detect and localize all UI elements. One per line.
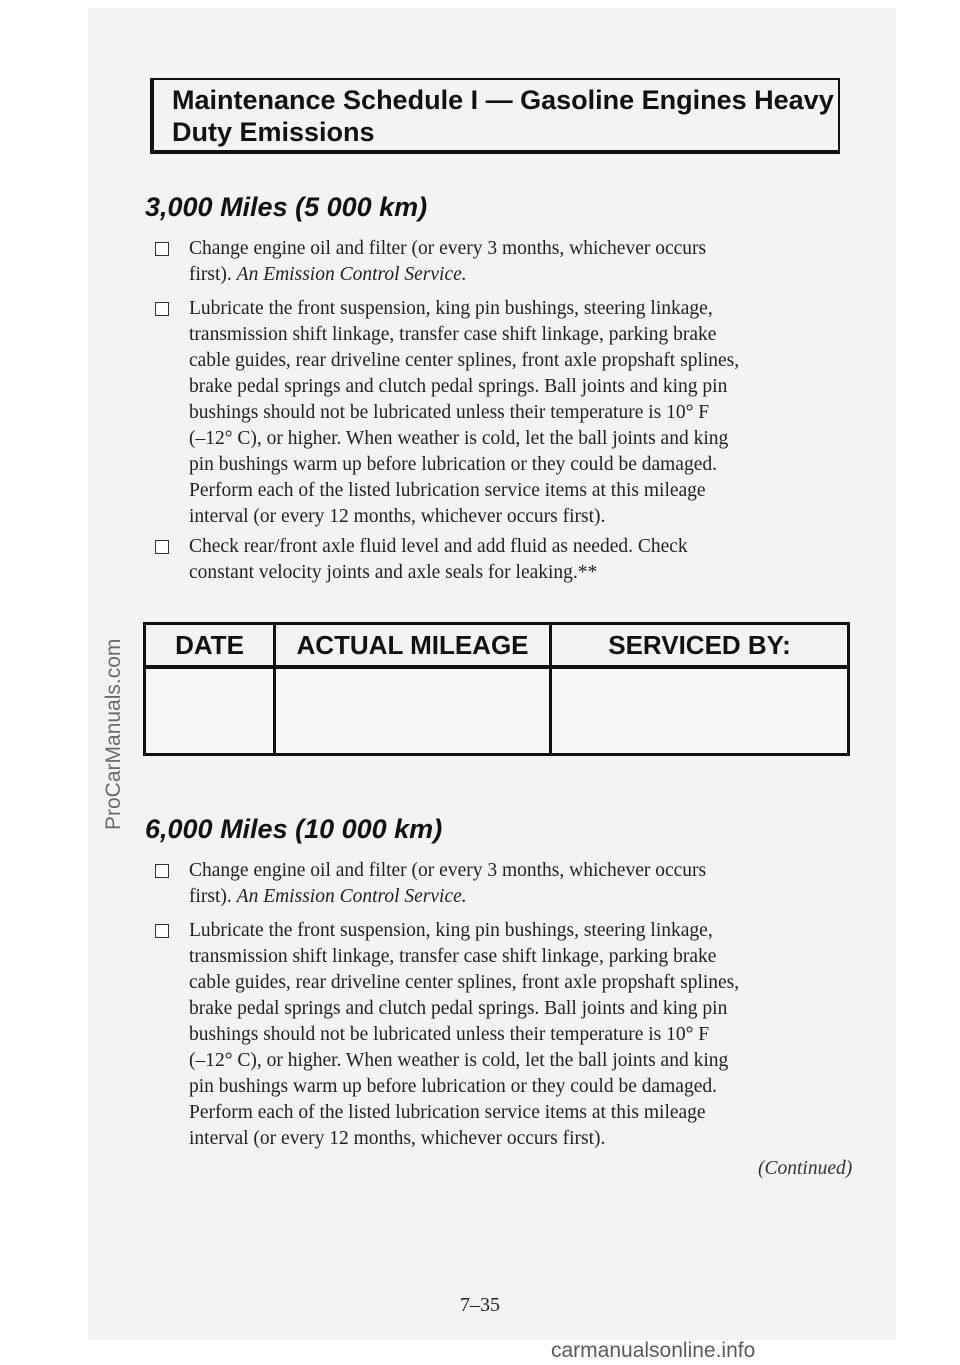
footer-watermark: carmanualsonline.info (551, 1339, 756, 1362)
header-actual-mileage: ACTUAL MILEAGE (275, 624, 551, 668)
page-title (172, 84, 842, 148)
item-text: Check rear/front axle fluid level and add fluid as needed. Check constant velocity joints and axle seals for leaking.** (189, 536, 688, 583)
mileage-cell[interactable] (275, 667, 551, 755)
table-header-row (145, 624, 849, 668)
date-cell[interactable] (145, 667, 275, 755)
item-text: Change engine oil and filter (or every 3 months, whichever occurs first). An Emission Control Service. (189, 860, 707, 907)
section-heading-6000: 6,000 Miles (10 000 km) (145, 814, 443, 844)
checklist-item-lubricate-6000 (155, 918, 855, 1152)
page-number: 7–35 (460, 1294, 500, 1316)
checkbox-icon[interactable] (155, 864, 169, 878)
checkbox-icon[interactable] (155, 302, 169, 316)
section-heading-3000: 3,000 Miles (5 000 km) (145, 192, 428, 222)
checklist-item-axle-3000 (155, 534, 855, 586)
header-serviced-by: SERVICED BY: (551, 624, 849, 668)
continued-note: (Continued) (758, 1158, 853, 1179)
item-text: Lubricate the front suspension, king pin bushings, steering linkage, transmission shift linkage, transfer case shift linkage, parking brake cable guides, rear driveline center splines, front axle propshaft splines, brake pedal springs and clutch pedal springs. Ball joints and king pin bushings should not be lubricated unless their temperature is 10° F (–12° C), or higher. When weather is cold, let the ball joints and king pin bushings warm up before lubrication or they could be damaged. Perform each of the listed lubrication service items at this mileage interval (or every 12 months, whichever occurs first). (189, 920, 740, 1149)
side-watermark: ProCarManuals.com (102, 638, 125, 830)
title-line-1: Maintenance Schedule I — Gasoline Engines Heavy (172, 85, 834, 115)
title-box (150, 78, 840, 154)
item-text: Change engine oil and filter (or every 3 months, whichever occurs first). An Emission Control Service. (189, 238, 707, 285)
title-line-2: Duty Emissions (172, 117, 375, 147)
item-text: Lubricate the front suspension, king pin bushings, steering linkage, transmission shift linkage, transfer case shift linkage, parking brake cable guides, rear driveline center splines, front axle propshaft splines, brake pedal springs and clutch pedal springs. Ball joints and king pin bushings should not be lubricated unless their temperature is 10° F (–12° C), or higher. When weather is cold, let the ball joints and king pin bushings warm up before lubrication or they could be damaged. Perform each of the listed lubrication service items at this mileage interval (or every 12 months, whichever occurs first). (189, 298, 740, 527)
checklist-item-lubricate-3000 (155, 296, 855, 530)
serviced-by-cell[interactable] (551, 667, 849, 755)
checkbox-icon[interactable] (155, 242, 169, 256)
service-record-table (143, 622, 850, 756)
checklist-item-oil-3000 (155, 236, 855, 288)
checkbox-icon[interactable] (155, 540, 169, 554)
header-date: DATE (145, 624, 275, 668)
checklist-item-oil-6000 (155, 858, 855, 910)
checkbox-icon[interactable] (155, 924, 169, 938)
table-row (145, 667, 849, 755)
